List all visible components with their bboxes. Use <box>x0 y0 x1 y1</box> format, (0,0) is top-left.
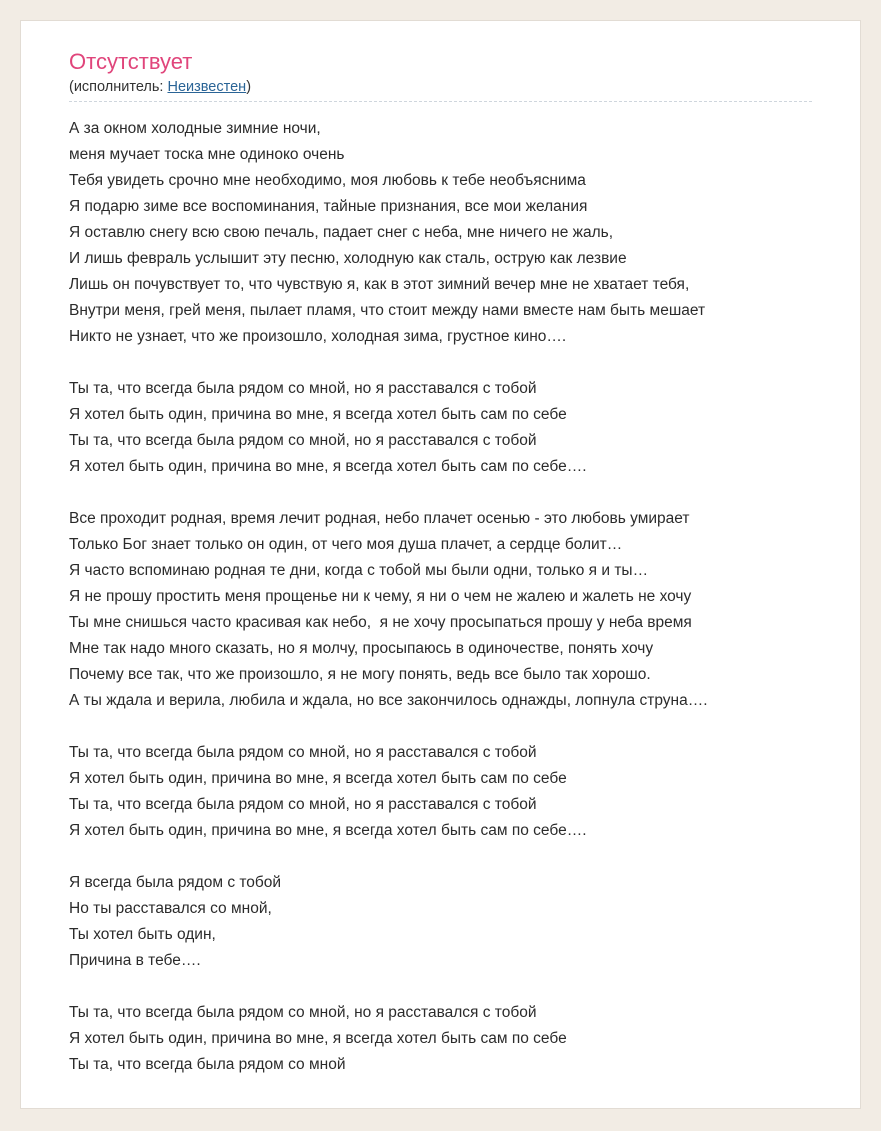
lyrics-line: Я хотел быть один, причина во мне, я всегда хотел быть сам по себе <box>69 770 567 788</box>
lyrics-line: Почему все так, что же произошло, я не могу понять, ведь все было так хорошо. <box>69 666 651 684</box>
lyrics-line: Но ты расставался со мной, <box>69 900 272 918</box>
lyrics-line: Лишь он почувствует то, что чувствую я, как в этот зимний вечер мне не хватает тебя, <box>69 276 690 294</box>
lyrics-stanza <box>69 870 832 974</box>
lyrics-line: Я всегда была рядом с тобой <box>69 874 282 892</box>
lyrics-line: Ты та, что всегда была рядом со мной, но я расставался с тобой <box>69 744 537 762</box>
lyrics-line: Ты та, что всегда была рядом со мной, но я расставался с тобой <box>69 1004 537 1022</box>
lyrics-line: А за окном холодные зимние ночи, <box>69 120 321 138</box>
lyrics-line: Ты хотел быть один, <box>69 926 216 944</box>
lyrics-line: Я хотел быть один, причина во мне, я всегда хотел быть сам по себе…. <box>69 822 587 840</box>
lyrics-line: Я часто вспоминаю родная те дни, когда с тобой мы были одни, только я и ты… <box>69 562 649 580</box>
lyrics-line: И лишь февраль услышит эту песню, холодную как сталь, острую как лезвие <box>69 250 627 268</box>
lyrics-line: Мне так надо много сказать, но я молчу, просыпаюсь в одиночестве, понять хочу <box>69 640 654 658</box>
lyrics-line: Только Бог знает только он один, от чего моя душа плачет, а сердце болит… <box>69 536 623 554</box>
artist-line <box>69 79 832 95</box>
lyrics-line: Ты та, что всегда была рядом со мной, но я расставался с тобой <box>69 380 537 398</box>
lyrics-line: Тебя увидеть срочно мне необходимо, моя любовь к тебе необъяснима <box>69 172 586 190</box>
lyrics-line: Ты та, что всегда была рядом со мной, но я расставался с тобой <box>69 432 537 450</box>
lyrics-line: Причина в тебе…. <box>69 952 201 970</box>
artist-suffix-label: ) <box>246 79 252 96</box>
lyrics-line: Ты мне снишься часто красивая как небо, я не хочу просыпаться прошу у неба время <box>69 614 692 632</box>
page-title: Отсутствует <box>69 49 193 74</box>
lyrics-body <box>69 116 832 1078</box>
lyrics-line: Никто не узнает, что же произошло, холодная зима, грустное кино…. <box>69 328 567 346</box>
lyrics-line: Я подарю зиме все воспоминания, тайные признания, все мои желания <box>69 198 588 216</box>
artist-link[interactable]: Неизвестен <box>167 79 247 96</box>
artist-prefix-label: (исполнитель: <box>69 79 168 96</box>
lyrics-line: Я хотел быть один, причина во мне, я всегда хотел быть сам по себе…. <box>69 458 587 476</box>
lyrics-line: Внутри меня, грей меня, пылает пламя, что стоит между нами вместе нам быть мешает <box>69 302 706 320</box>
lyrics-line: Я хотел быть один, причина во мне, я всегда хотел быть сам по себе <box>69 406 567 424</box>
lyrics-line: Я оставлю снегу всю свою печаль, падает снег с неба, мне ничего не жаль, <box>69 224 614 242</box>
divider <box>69 101 812 102</box>
lyrics-line: Я не прошу простить меня прощенье ни к чему, я ни о чем не жалею и жалеть не хочу <box>69 588 692 606</box>
lyrics-line: А ты ждала и верила, любила и ждала, но все закончилось однажды, лопнула струна…. <box>69 692 708 710</box>
lyrics-line: Я хотел быть один, причина во мне, я всегда хотел быть сам по себе <box>69 1030 567 1048</box>
lyrics-stanza <box>69 506 832 714</box>
lyrics-line: Ты та, что всегда была рядом со мной, но я расставался с тобой <box>69 796 537 814</box>
lyrics-line: меня мучает тоска мне одиноко очень <box>69 146 345 164</box>
lyrics-stanza <box>69 1000 832 1078</box>
lyrics-line: Ты та, что всегда была рядом со мной <box>69 1056 346 1074</box>
lyrics-stanza <box>69 740 832 844</box>
lyrics-stanza <box>69 376 832 480</box>
lyrics-stanza <box>69 116 832 350</box>
lyrics-sheet <box>20 20 861 1109</box>
lyrics-line: Все проходит родная, время лечит родная, небо плачет осенью - это любовь умирает <box>69 510 690 528</box>
